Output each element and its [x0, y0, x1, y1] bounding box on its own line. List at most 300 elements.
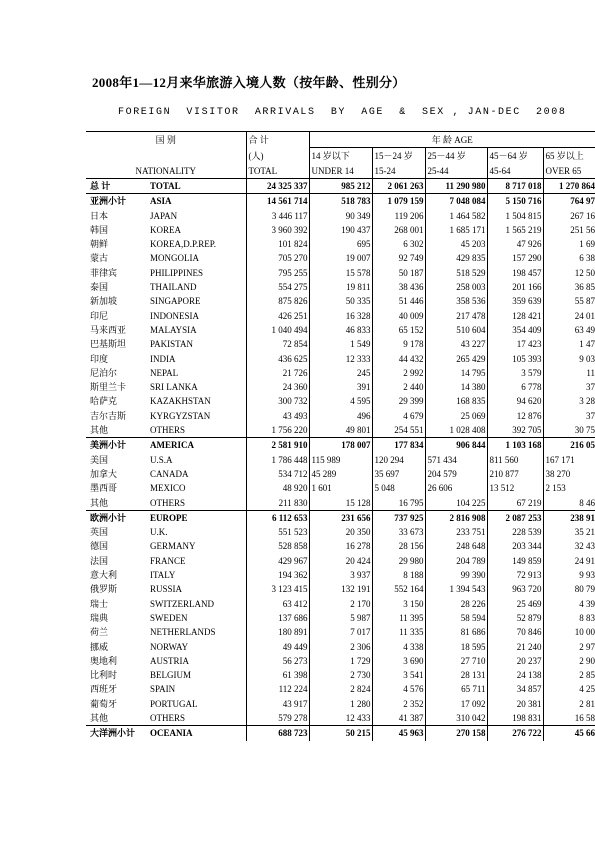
age-value-e: 251 56 — [543, 223, 595, 237]
country-name-zh: 日本 — [90, 210, 109, 221]
country-name-zh: 尼泊尔 — [90, 367, 118, 378]
total-value: 48 920 — [246, 481, 309, 495]
country-name-en: SWITZERLAND — [150, 598, 214, 609]
country-name-en: SINGAPORE — [150, 296, 201, 307]
age-value-b: 268 001 — [372, 223, 425, 237]
age-value-b: 6 302 — [372, 237, 425, 251]
country-name-en: KOREA,D.P.REP. — [150, 239, 217, 250]
total-value: 6 112 653 — [246, 510, 309, 525]
age-value-c: 1 394 543 — [425, 582, 487, 596]
age-value-c: 14 380 — [425, 380, 487, 394]
age-value-b: 737 925 — [372, 510, 425, 525]
age-value-c: 310 042 — [425, 711, 487, 726]
country-name-zh: 哈萨克 — [90, 396, 118, 407]
age-value-c: 65 711 — [425, 682, 487, 696]
age-value-c: 217 478 — [425, 309, 487, 323]
header-total-en: TOTAL — [246, 163, 309, 179]
age-value-b: 4 338 — [372, 640, 425, 654]
age-value-c: 43 227 — [425, 337, 487, 351]
country-name-zh: 美洲小计 — [86, 438, 146, 453]
country-name-zh: 印度 — [90, 353, 109, 364]
age-value-b: 2 352 — [372, 697, 425, 711]
table-row — [86, 582, 595, 596]
age-value-a: 496 — [309, 409, 372, 423]
total-value: 24 360 — [246, 380, 309, 394]
age-value-d: 105 393 — [487, 352, 543, 366]
country-name-zh: 新加坡 — [90, 296, 118, 307]
table-row — [86, 525, 595, 539]
subtotal-row — [86, 726, 595, 741]
age-value-a: 695 — [309, 237, 372, 251]
age-value-d: 359 639 — [487, 294, 543, 308]
age-value-a: 20 350 — [309, 525, 372, 539]
header-age-group: 年 龄 AGE — [309, 132, 595, 148]
total-value: 180 891 — [246, 625, 309, 639]
table-row — [86, 640, 595, 654]
age-value-e: 36 85 — [543, 280, 595, 294]
table-row — [86, 568, 595, 582]
country-name-en: RUSSIA — [150, 584, 183, 595]
age-value-c: 510 604 — [425, 323, 487, 337]
age-value-b: 38 436 — [372, 280, 425, 294]
country-name-zh: 菲律宾 — [90, 267, 118, 278]
age-value-d: 12 876 — [487, 409, 543, 423]
age-value-b: 16 795 — [372, 496, 425, 511]
country-name-en: NETHERLANDS — [150, 627, 216, 638]
age-value-e: 4 39 — [543, 597, 595, 611]
total-value: 137 686 — [246, 611, 309, 625]
table-row — [86, 251, 595, 265]
age-value-b: 50 187 — [372, 266, 425, 280]
age-value-c: 11 290 980 — [425, 179, 487, 194]
page-title: 2008年1—12月来华旅游入境人数（按年龄、性别分） — [92, 75, 406, 90]
table-row — [86, 237, 595, 251]
age-value-b: 11 395 — [372, 611, 425, 625]
age-value-c: 58 594 — [425, 611, 487, 625]
table-row — [86, 668, 595, 682]
age-value-b: 2 440 — [372, 380, 425, 394]
age-value-c: 571 434 — [425, 453, 487, 467]
country-name-zh: 朝鲜 — [90, 239, 109, 250]
age-value-e: 1 47 — [543, 337, 595, 351]
country-name-en: PHILIPPINES — [150, 267, 204, 278]
country-name-zh: 法国 — [90, 555, 109, 566]
age-value-c: 28 131 — [425, 668, 487, 682]
country-name-en: SRI LANKA — [150, 382, 198, 393]
age-value-d: 17 423 — [487, 337, 543, 351]
age-value-c: 204 789 — [425, 554, 487, 568]
age-value-a: 2 306 — [309, 640, 372, 654]
age-value-b: 2 061 263 — [372, 179, 425, 194]
age-value-a: 518 783 — [309, 194, 372, 209]
country-name-en: OTHERS — [150, 497, 186, 508]
age-value-e: 24 91 — [543, 554, 595, 568]
table-row — [86, 352, 595, 366]
age-value-e: 1 69 — [543, 237, 595, 251]
country-name-en: JAPAN — [150, 210, 178, 221]
age-value-e: 2 97 — [543, 640, 595, 654]
age-value-a: 1 280 — [309, 697, 372, 711]
age-value-b: 51 446 — [372, 294, 425, 308]
table-row — [86, 654, 595, 668]
country-name-en: KAZAKHSTAN — [150, 396, 211, 407]
age-value-d: 157 290 — [487, 251, 543, 265]
total-value: 61 398 — [246, 668, 309, 682]
age-value-c: 7 048 084 — [425, 194, 487, 209]
age-value-b: 92 749 — [372, 251, 425, 265]
age-value-c: 258 003 — [425, 280, 487, 294]
age-value-b: 3 690 — [372, 654, 425, 668]
age-value-a: 20 424 — [309, 554, 372, 568]
age-value-d: 67 219 — [487, 496, 543, 511]
subtotal-row — [86, 179, 595, 194]
age-value-c: 104 225 — [425, 496, 487, 511]
country-name-zh: 其他 — [90, 712, 109, 723]
visitor-arrivals-table — [86, 132, 595, 741]
age-value-b: 254 551 — [372, 423, 425, 438]
age-value-a: 2 824 — [309, 682, 372, 696]
country-name-zh: 意大利 — [90, 570, 118, 581]
age-value-e: 55 87 — [543, 294, 595, 308]
age-value-b: 44 432 — [372, 352, 425, 366]
age-value-d: 2 087 253 — [487, 510, 543, 525]
country-name-zh: 挪威 — [90, 641, 109, 652]
total-value: 528 858 — [246, 539, 309, 553]
age-value-c: 27 710 — [425, 654, 487, 668]
country-name-zh: 美国 — [90, 454, 109, 465]
total-value: 63 412 — [246, 597, 309, 611]
subtotal-row — [86, 438, 595, 453]
total-value: 688 723 — [246, 726, 309, 741]
age-value-b: 65 152 — [372, 323, 425, 337]
age-value-e: 24 01 — [543, 309, 595, 323]
age-value-b: 28 156 — [372, 539, 425, 553]
total-value: 211 830 — [246, 496, 309, 511]
age-value-b: 8 188 — [372, 568, 425, 582]
age-value-e: 2 90 — [543, 654, 595, 668]
age-value-e: 238 91 — [543, 510, 595, 525]
age-value-e: 4 25 — [543, 682, 595, 696]
age-value-e: 45 66 — [543, 726, 595, 741]
age-value-d: 210 877 — [487, 467, 543, 481]
table-row — [86, 323, 595, 337]
age-value-d: 94 620 — [487, 394, 543, 408]
age-value-d: 34 857 — [487, 682, 543, 696]
age-value-a: 391 — [309, 380, 372, 394]
age-value-d: 963 720 — [487, 582, 543, 596]
header-age-zh-2: 25－44 岁 — [425, 148, 487, 164]
country-name-zh: 英国 — [90, 527, 109, 538]
age-value-d: 13 512 — [487, 481, 543, 495]
age-value-d: 198 457 — [487, 266, 543, 280]
age-value-e: 2 81 — [543, 697, 595, 711]
age-value-b: 3 150 — [372, 597, 425, 611]
total-value: 14 561 714 — [246, 194, 309, 209]
age-value-b: 11 335 — [372, 625, 425, 639]
age-value-c: 1 028 408 — [425, 423, 487, 438]
total-value: 3 960 392 — [246, 223, 309, 237]
age-value-d: 128 421 — [487, 309, 543, 323]
country-name-zh: 比利时 — [90, 670, 118, 681]
header-age-en-1: 15-24 — [372, 163, 425, 179]
age-value-c: 2 816 908 — [425, 510, 487, 525]
age-value-e: 12 50 — [543, 266, 595, 280]
country-name-zh: 瑞典 — [90, 612, 109, 623]
age-value-c: 81 686 — [425, 625, 487, 639]
age-value-c: 270 158 — [425, 726, 487, 741]
total-value: 1 040 494 — [246, 323, 309, 337]
age-value-d: 8 717 018 — [487, 179, 543, 194]
age-value-d: 392 705 — [487, 423, 543, 438]
age-value-a: 19 811 — [309, 280, 372, 294]
age-value-a: 5 987 — [309, 611, 372, 625]
age-value-b: 40 009 — [372, 309, 425, 323]
age-value-d: 354 409 — [487, 323, 543, 337]
age-value-e: 1 270 864 — [543, 179, 595, 194]
country-name-en: AUSTRIA — [150, 655, 190, 666]
age-value-d: 52 879 — [487, 611, 543, 625]
total-value: 43 493 — [246, 409, 309, 423]
age-value-d: 24 138 — [487, 668, 543, 682]
age-value-b: 552 164 — [372, 582, 425, 596]
age-value-a: 16 328 — [309, 309, 372, 323]
country-name-en: ASIA — [146, 194, 246, 209]
age-value-e: 32 43 — [543, 539, 595, 553]
age-value-a: 7 017 — [309, 625, 372, 639]
age-value-a: 49 801 — [309, 423, 372, 438]
header-age-zh-4: 65 岁以上 — [543, 148, 595, 164]
age-value-b: 3 541 — [372, 668, 425, 682]
age-value-a: 2 730 — [309, 668, 372, 682]
age-value-e: 2 153 — [543, 481, 595, 495]
country-name-zh: 韩国 — [90, 224, 109, 235]
table-row — [86, 280, 595, 294]
age-value-b: 41 387 — [372, 711, 425, 726]
age-value-c: 429 835 — [425, 251, 487, 265]
age-value-d: 20 381 — [487, 697, 543, 711]
country-name-en: NORWAY — [150, 641, 189, 652]
country-name-en: SPAIN — [150, 684, 176, 695]
table-row — [86, 611, 595, 625]
table-row — [86, 423, 595, 438]
age-value-d: 198 831 — [487, 711, 543, 726]
age-value-e: 11 — [543, 366, 595, 380]
age-value-c: 26 606 — [425, 481, 487, 495]
age-value-e: 35 21 — [543, 525, 595, 539]
age-value-a: 985 212 — [309, 179, 372, 194]
country-name-en: MALAYSIA — [150, 324, 197, 335]
table-body — [86, 179, 595, 741]
total-value: 1 786 448 — [246, 453, 309, 467]
age-value-e: 38 270 — [543, 467, 595, 481]
age-value-b: 5 048 — [372, 481, 425, 495]
age-value-d: 3 579 — [487, 366, 543, 380]
country-name-en: KYRGYZSTAN — [150, 410, 211, 421]
age-value-c: 518 529 — [425, 266, 487, 280]
age-value-d: 72 913 — [487, 568, 543, 582]
total-value: 72 854 — [246, 337, 309, 351]
age-value-d: 201 166 — [487, 280, 543, 294]
country-name-zh: 亚洲小计 — [86, 194, 146, 209]
country-name-en: MEXICO — [150, 483, 186, 494]
age-value-d: 21 240 — [487, 640, 543, 654]
age-value-a: 90 349 — [309, 209, 372, 223]
country-name-en: ITALY — [150, 570, 176, 581]
age-value-c: 1 464 582 — [425, 209, 487, 223]
age-value-a: 3 937 — [309, 568, 372, 582]
age-value-e: 764 97 — [543, 194, 595, 209]
total-value: 43 917 — [246, 697, 309, 711]
total-value: 3 123 415 — [246, 582, 309, 596]
age-value-c: 45 203 — [425, 237, 487, 251]
age-value-b: 120 294 — [372, 453, 425, 467]
country-name-en: MONGOLIA — [150, 253, 199, 264]
total-value: 112 224 — [246, 682, 309, 696]
age-value-c: 14 795 — [425, 366, 487, 380]
country-name-zh: 蒙古 — [90, 253, 109, 264]
table-row — [86, 453, 595, 467]
country-name-en: OTHERS — [150, 712, 186, 723]
country-name-zh: 瑞士 — [90, 598, 109, 609]
age-value-a: 1 549 — [309, 337, 372, 351]
table-row — [86, 380, 595, 394]
country-name-en: PAKISTAN — [150, 339, 193, 350]
header-total-unit: (人) — [246, 148, 309, 164]
total-value: 3 446 117 — [246, 209, 309, 223]
page-subtitle: FOREIGN VISITOR ARRIVALS BY AGE & SEX , JAN-DEC 2008 — [118, 107, 567, 118]
age-value-a: 4 595 — [309, 394, 372, 408]
age-value-c: 358 536 — [425, 294, 487, 308]
country-name-zh: 吉尔吉斯 — [90, 410, 127, 421]
total-value: 101 824 — [246, 237, 309, 251]
header-row-2 — [86, 148, 595, 164]
country-name-en: KOREA — [150, 224, 181, 235]
country-name-en: FRANCE — [150, 555, 186, 566]
age-value-c: 168 835 — [425, 394, 487, 408]
age-value-a: 178 007 — [309, 438, 372, 453]
age-value-b: 9 178 — [372, 337, 425, 351]
age-value-e: 80 79 — [543, 582, 595, 596]
country-name-en: PORTUGAL — [150, 698, 198, 709]
header-age-en-0: UNDER 14 — [309, 163, 372, 179]
age-value-d: 5 150 716 — [487, 194, 543, 209]
table-row — [86, 209, 595, 223]
age-value-a: 115 989 — [309, 453, 372, 467]
age-value-e: 63 49 — [543, 323, 595, 337]
country-name-en: OCEANIA — [146, 726, 246, 741]
total-value: 1 756 220 — [246, 423, 309, 438]
total-value: 705 270 — [246, 251, 309, 265]
country-name-zh: 斯里兰卡 — [90, 382, 127, 393]
age-value-b: 2 992 — [372, 366, 425, 380]
age-value-a: 45 289 — [309, 467, 372, 481]
header-age-zh-3: 45－64 岁 — [487, 148, 543, 164]
age-value-d: 149 859 — [487, 554, 543, 568]
age-value-d: 228 539 — [487, 525, 543, 539]
table-row — [86, 266, 595, 280]
country-name-en: AMERICA — [146, 438, 246, 453]
total-value: 554 275 — [246, 280, 309, 294]
age-value-b: 4 576 — [372, 682, 425, 696]
age-value-a: 50 215 — [309, 726, 372, 741]
country-name-en: EUROPE — [146, 510, 246, 525]
age-value-b: 45 963 — [372, 726, 425, 741]
age-value-c: 248 648 — [425, 539, 487, 553]
country-name-zh: 总 计 — [86, 179, 146, 194]
total-value: 795 255 — [246, 266, 309, 280]
age-value-a: 12 333 — [309, 352, 372, 366]
age-value-e: 10 00 — [543, 625, 595, 639]
country-name-en: U.S.A — [150, 454, 173, 465]
header-age-zh-0: 14 岁以下 — [309, 148, 372, 164]
age-value-a: 1 601 — [309, 481, 372, 495]
header-total-zh: 合 计 — [246, 132, 309, 148]
total-value: 426 251 — [246, 309, 309, 323]
table-row — [86, 294, 595, 308]
header-age-en-3: 45-64 — [487, 163, 543, 179]
country-name-en: THAILAND — [150, 282, 197, 293]
age-value-e: 3 28 — [543, 394, 595, 408]
country-name-en: GERMANY — [150, 541, 196, 552]
age-value-a: 46 833 — [309, 323, 372, 337]
header-country-en: NATIONALITY — [86, 163, 246, 179]
country-name-zh: 荷兰 — [90, 627, 109, 638]
header-row-3 — [86, 163, 595, 179]
country-name-zh: 其他 — [90, 425, 109, 436]
total-value: 579 278 — [246, 711, 309, 726]
table-row — [86, 223, 595, 237]
age-value-a: 231 656 — [309, 510, 372, 525]
table-row — [86, 496, 595, 511]
country-name-zh: 马来西亚 — [90, 324, 127, 335]
age-value-d: 1 504 815 — [487, 209, 543, 223]
country-name-zh: 泰国 — [90, 282, 109, 293]
country-name-zh: 奥地利 — [90, 655, 118, 666]
total-value: 875 826 — [246, 294, 309, 308]
total-value: 551 523 — [246, 525, 309, 539]
age-value-e: 9 03 — [543, 352, 595, 366]
age-value-b: 35 697 — [372, 467, 425, 481]
age-value-c: 906 844 — [425, 438, 487, 453]
age-value-a: 2 170 — [309, 597, 372, 611]
age-value-c: 204 579 — [425, 467, 487, 481]
country-name-zh: 欧洲小计 — [86, 510, 146, 525]
age-value-d: 70 846 — [487, 625, 543, 639]
age-value-b: 1 079 159 — [372, 194, 425, 209]
age-value-b: 29 980 — [372, 554, 425, 568]
age-value-d: 1 103 168 — [487, 438, 543, 453]
age-value-c: 28 226 — [425, 597, 487, 611]
country-name-en: TOTAL — [146, 179, 246, 194]
age-value-e: 6 38 — [543, 251, 595, 265]
country-name-en: SWEDEN — [150, 612, 188, 623]
age-value-d: 203 344 — [487, 539, 543, 553]
subtotal-row — [86, 194, 595, 209]
age-value-e: 8 83 — [543, 611, 595, 625]
age-value-a: 132 191 — [309, 582, 372, 596]
table-row — [86, 697, 595, 711]
country-name-zh: 葡萄牙 — [90, 698, 118, 709]
age-value-a: 12 433 — [309, 711, 372, 726]
country-name-zh: 大洋洲小计 — [86, 726, 146, 741]
total-value: 534 712 — [246, 467, 309, 481]
table-row — [86, 682, 595, 696]
country-name-zh: 墨西哥 — [90, 483, 118, 494]
country-name-zh: 俄罗斯 — [90, 584, 118, 595]
age-value-e: 30 75 — [543, 423, 595, 438]
age-value-d: 47 926 — [487, 237, 543, 251]
country-name-zh: 印尼 — [90, 310, 109, 321]
